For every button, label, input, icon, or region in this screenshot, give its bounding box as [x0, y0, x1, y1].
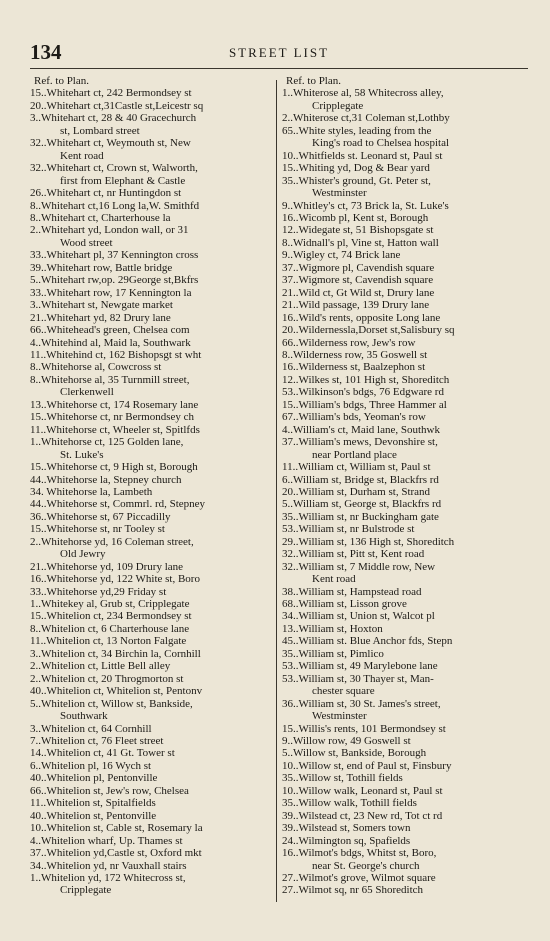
entry-continuation: chester square [312, 685, 375, 698]
street-entry: 33..Whitehart row, 17 Kennington la [30, 286, 192, 299]
running-title: STREET LIST [228, 45, 330, 60]
page-number: 134 [30, 40, 62, 64]
street-entry: 45..William st. Blue Anchor fds, Stepn [282, 635, 453, 648]
entry-continuation: Cripplegate [60, 884, 112, 897]
street-entry: 40..Whitelion ct, Whitelion st, Pentonv [30, 685, 203, 698]
street-entry: 21..Whitehorse yd, 109 Drury lane [30, 560, 184, 573]
street-entry: 9..Wigley ct, 74 Brick lane [282, 249, 401, 262]
street-entry: 8..Whitehart ct, Charterhouse la [30, 211, 171, 224]
entry-continuation: Cripplegate [312, 99, 364, 112]
entry-continuation: Old Jewry [60, 548, 106, 561]
entry-continuation: St. Luke's [60, 448, 104, 461]
street-entry: 20..Wildernessla,Dorset st,Salisbury sq [282, 324, 455, 337]
entry-continuation: near Portland place [312, 448, 397, 461]
entry-continuation: near St. George's church [312, 859, 420, 872]
entry-continuation: Wood street [60, 236, 113, 249]
ref-to-plan-heading: Ref. to Plan. [286, 75, 341, 87]
street-entry: 1..Whitehorse ct, 125 Golden lane, [30, 436, 184, 449]
ref-to-plan-heading: Ref. to Plan. [34, 75, 89, 87]
street-entry: 15..Whitelion ct, 234 Bermondsey st [30, 610, 192, 623]
street-entry: 3..Whitehart ct, 28 & 40 Gracechurch [30, 112, 197, 125]
street-entry: 8..Whitehorse al, 35 Turnmill street, [30, 373, 190, 386]
street-entry: 32..Whitehart ct, Crown st, Walworth, [30, 162, 198, 175]
street-entry: 32..William st, 7 Middle row, New [282, 560, 436, 573]
street-entry: 4..William's ct, Maid lane, Southwk [282, 423, 440, 436]
street-entry: 13..William st, Hoxton [282, 622, 383, 635]
street-entry: 26..Whitehart ct, nr Huntingdon st [30, 187, 182, 200]
street-entry: 67..William's bds, Yeoman's row [282, 411, 426, 424]
street-entry: 3..Whitehart st, Newgate market [30, 299, 173, 312]
street-entry: 16..Whitehorse yd, 122 White st, Boro [30, 573, 200, 586]
right-entry-list [282, 87, 528, 896]
entry-continuation: first from Elephant & Castle [60, 174, 186, 187]
street-entry: 11..Whitehorse ct, Wheeler st, Spitlfds [30, 423, 200, 436]
street-entry: 34. Whitehorse la, Lambeth [30, 485, 153, 498]
street-entry: 15..Whiting yd, Dog & Bear yard [282, 162, 430, 175]
entry-continuation: Westminster [312, 187, 367, 200]
entry-continuation: Kent road [312, 573, 356, 586]
street-entry: 33..Whitehorse yd,29 Friday st [30, 585, 167, 598]
street-entry: 12..Widegate st, 51 Bishopsgate st [282, 224, 434, 237]
street-entry: 35..William st, Pimlico [282, 647, 384, 660]
street-entry: 32..William st, Pitt st, Kent road [282, 548, 425, 561]
street-entry: 5..William st, George st, Blackfrs rd [282, 498, 442, 511]
street-entry: 34..Whitelion yd, nr Vauxhall stairs [30, 859, 187, 872]
street-entry: 33..Whitehart pl, 37 Kennington cross [30, 249, 199, 262]
street-entry: 35..Willow walk, Tothill fields [282, 797, 417, 810]
street-entry: 8..Whitehorse al, Cowcross st [30, 361, 162, 374]
street-entry: 8..Wilderness row, 35 Goswell st [282, 348, 428, 361]
street-entry: 20..William st, Durham st, Strand [282, 485, 431, 498]
street-entry: 20..Whitehart ct,31Castle st,Leicestr sq [30, 99, 204, 112]
street-entry: 10..Whitfields st. Leonard st, Paul st [282, 149, 443, 162]
street-entry: 8..Whitelion ct, 6 Charterhouse lane [30, 622, 190, 635]
street-entry: 21..Whitehart yd, 82 Drury lane [30, 311, 171, 324]
entry-continuation: Kent road [60, 149, 104, 162]
street-entry: 8..Whitehart ct,16 Long la,W. Smithfd [30, 199, 200, 212]
street-entry: 2..Whitelion ct, 20 Throgmorton st [30, 672, 184, 685]
street-entry: 27..Wilmot's grove, Wilmot square [282, 872, 436, 884]
street-entry: 15..William's bdgs, Three Hammer al [282, 398, 447, 411]
street-entry: 12..Wilkes st, 101 High st, Shoreditch [282, 373, 450, 386]
street-entry: 11..Whitelion ct, 13 Norton Falgate [30, 635, 187, 648]
street-entry: 15..Willis's rents, 101 Bermondsey st [282, 722, 446, 735]
street-entry: 2..Whitelion ct, Little Bell alley [30, 660, 171, 673]
street-entry: 53..William st, 30 Thayer st, Man- [282, 672, 434, 685]
street-entry: 35..Whister's ground, Gt. Peter st, [282, 174, 431, 187]
page-header [30, 40, 528, 70]
street-entry: 2..Whitehart yd, London wall, or 31 [30, 224, 189, 237]
street-entry: 2..Whiterose ct,31 Coleman st,Lothby [282, 112, 450, 125]
street-entry: 29..William st, 136 High st, Shoreditch [282, 535, 455, 548]
street-entry: 3..Whitelion ct, 64 Cornhill [30, 722, 152, 735]
street-entry: 68..William st, Lisson grove [282, 598, 407, 611]
street-entry: 53..William st, nr Bulstrode st [282, 523, 415, 536]
street-entry: 35..William st, nr Buckingham gate [282, 510, 439, 523]
street-entry: 39..Wilstead st, Somers town [282, 822, 411, 835]
street-entry: 1..Whiterose al, 58 Whitecross alley, [282, 87, 444, 100]
street-entry: 36..Whitehorse st, 67 Piccadilly [30, 510, 171, 523]
entry-continuation: King's road to Chelsea hospital [312, 137, 450, 150]
street-entry: 10..Willow walk, Leonard st, Paul st [282, 784, 443, 797]
street-entry: 53..William st, 49 Marylebone lane [282, 660, 438, 673]
street-entry: 2..Whitehorse yd, 16 Coleman street, [30, 535, 194, 548]
street-entry: 4..Whitehind al, Maid la, Southwark [30, 336, 191, 349]
street-entry: 4..Whitelion wharf, Up. Thames st [30, 834, 183, 847]
entry-continuation: Westminster [312, 710, 367, 723]
street-entry: 13..Whitehorse ct, 174 Rosemary lane [30, 398, 199, 411]
street-entry: 21..Wild passage, 139 Drury lane [282, 299, 430, 312]
street-entry: 6..Whitelion pl, 16 Wych st [30, 759, 152, 772]
street-entry: 40..Whitelion st, Pentonville [30, 809, 157, 822]
street-entry: 38..William st, Hampstead road [282, 585, 422, 598]
entry-continuation: st, Lombard street [60, 124, 140, 137]
street-entry: 3..Whitelion ct, 34 Birchin la, Cornhill [30, 647, 201, 660]
street-entry: 37..Wigmore st, Cavendish square [282, 274, 434, 287]
left-entry-list [30, 87, 270, 896]
street-entry: 66..Whitelion st, Jew's row, Chelsea [30, 784, 189, 797]
street-entry: 44..Whitehorse la, Stepney church [30, 473, 182, 486]
street-entry: 16..Wilderness st, Baalzephon st [282, 361, 426, 374]
street-entry: 16..Wilmot's bdgs, Whitst st, Boro, [282, 847, 437, 860]
column-divider [276, 80, 277, 902]
street-entry: 44..Whitehorse st, Commrl. rd, Stepney [30, 498, 206, 511]
street-entry: 21..Wild ct, Gt Wild st, Drury lane [282, 286, 435, 299]
street-entry: 9..Whitley's ct, 73 Brick la, St. Luke's [282, 199, 449, 212]
street-entry: 37..William's mews, Devonshire st, [282, 436, 438, 449]
street-entry: 65..White styles, leading from the [282, 124, 432, 137]
street-entry: 37..Whitelion yd,Castle st, Oxford mkt [30, 847, 202, 860]
street-entry: 24..Wilmington sq, Spafields [282, 834, 411, 847]
street-entry: 36..William st, 30 St. James's street, [282, 697, 441, 710]
left-column [30, 75, 270, 897]
street-entry: 11..Whitelion st, Spitalfields [30, 797, 156, 810]
street-entry: 37..Wigmore pl, Cavendish square [282, 261, 435, 274]
street-entry: 15..Whitehorse ct, 9 High st, Borough [30, 461, 198, 474]
street-entry: 39..Whitehart row, Battle bridge [30, 261, 173, 274]
right-column [282, 75, 528, 897]
street-entry: 7..Whitelion ct, 76 Fleet street [30, 735, 164, 748]
street-entry: 5..Whitelion ct, Willow st, Bankside, [30, 697, 193, 710]
street-entry: 16..Wild's rents, opposite Long lane [282, 311, 441, 324]
street-entry: 32..Whitehart ct, Weymouth st, New [30, 137, 191, 150]
street-entry: 14..Whitelion ct, 41 Gt. Tower st [30, 747, 175, 760]
street-entry: 1..Whitekey al, Grub st, Cripplegate [30, 598, 190, 611]
street-entry: 11..William ct, William st, Paul st [282, 461, 431, 474]
street-entry: 8..Widnall's pl, Vine st, Hatton wall [282, 236, 439, 249]
street-entry: 6..William st, Bridge st, Blackfrs rd [282, 473, 439, 486]
street-entry: 9..Willow row, 49 Goswell st [282, 735, 411, 748]
entry-continuation: Southwark [60, 710, 108, 723]
street-entry: 66..Wilderness row, Jew's row [282, 336, 416, 349]
header-rule [30, 68, 528, 69]
street-entry: 11..Whitehind ct, 162 Bishopsgt st wht [30, 348, 202, 361]
street-entry: 10..Whitelion st, Cable st, Rosemary la [30, 822, 203, 835]
street-entry: 35..Willow st, Tothill fields [282, 772, 403, 785]
street-entry: 5..Willow st, Bankside, Borough [282, 747, 427, 760]
street-entry: 15..Whitehart ct, 242 Bermondsey st [30, 87, 192, 100]
street-entry: 34..William st, Union st, Walcot pl [282, 610, 435, 623]
street-entry: 1..Whitelion yd, 172 Whitecross st, [30, 872, 186, 884]
street-entry: 15..Whitehorse st, nr Tooley st [30, 523, 165, 536]
street-entry: 66..Whitehead's green, Chelsea com [30, 324, 190, 337]
street-entry: 10..Willow st, end of Paul st, Finsbury [282, 759, 452, 772]
street-entry: 39..Wilstead ct, 23 New rd, Tot ct rd [282, 809, 443, 822]
street-entry: 15..Whitehorse ct, nr Bermondsey ch [30, 411, 195, 424]
street-entry: 16..Wicomb pl, Kent st, Borough [282, 211, 429, 224]
street-entry: 40..Whitelion pl, Pentonville [30, 772, 158, 785]
street-entry: 27..Wilmot sq, nr 65 Shoreditch [282, 884, 424, 897]
street-entry: 5..Whitehart rw,op. 29George st,Bkfrs [30, 274, 199, 287]
street-entry: 53..Wilkinson's bdgs, 76 Edgware rd [282, 386, 444, 399]
entry-continuation: Clerkenwell [60, 386, 114, 399]
